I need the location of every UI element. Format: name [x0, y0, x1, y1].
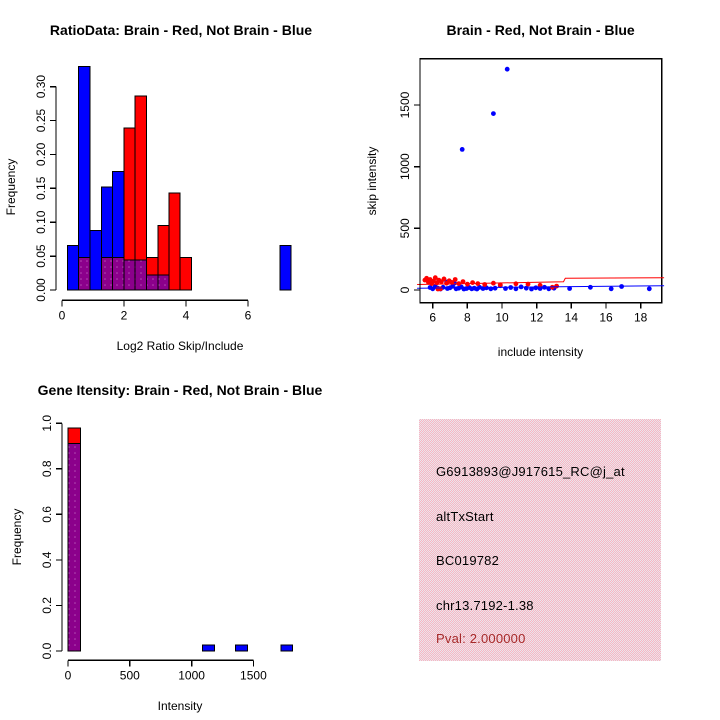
y-tick-label: 0.25	[34, 108, 48, 133]
y-tick-label: 1.0	[40, 414, 55, 432]
panel-title: Brain - Red, Not Brain - Blue	[446, 22, 635, 38]
panel-intensity-scatter	[360, 0, 720, 360]
x-tick-label: 0	[58, 308, 66, 323]
pval-text: Pval: 2.000000	[436, 631, 526, 646]
histogram-bar	[79, 66, 90, 290]
y-tick-label: 0.00	[34, 278, 48, 302]
x-tick-label: 10	[495, 310, 509, 325]
histogram-bar	[158, 275, 169, 290]
histogram-bar	[90, 230, 101, 290]
not-brain-blue-bars	[203, 645, 293, 651]
panel-title: RatioData: Brain - Red, Not Brain - Blue	[49, 22, 313, 38]
y-tick-label: 0.10	[34, 210, 48, 234]
y-tick-label: 0.0	[40, 642, 54, 660]
y-tick-label: 0.4	[40, 551, 54, 569]
histogram-bar	[146, 275, 157, 290]
panel-title: Gene Itensity: Brain - Red, Not Brain - Blue	[37, 382, 323, 398]
histogram-bar	[68, 443, 80, 651]
y-tick-label: 0.2	[40, 597, 54, 614]
x-tick-label: 0	[64, 668, 72, 683]
locus-text: chr13.7192-1.38	[436, 598, 534, 613]
y-tick-label: 0.30	[34, 74, 48, 99]
plot-box	[420, 59, 662, 303]
x-tick-label: 500	[119, 668, 140, 683]
y-tick-label: 0.20	[34, 142, 48, 167]
gene-info-box	[419, 419, 661, 661]
x-tick-label: 6	[429, 310, 437, 325]
x-axis-label: Intensity	[157, 699, 203, 713]
y-tick-label: 1500	[398, 91, 412, 119]
y-tick-label: 0.8	[40, 460, 54, 478]
y-axis-label: Frequency	[4, 158, 18, 216]
y-tick-label: 0.15	[34, 176, 48, 200]
histogram-bar	[68, 245, 79, 290]
panel-gene-intensity-histogram	[0, 360, 360, 720]
panel-ratio-histogram	[0, 0, 360, 360]
histogram-bar	[281, 645, 292, 651]
x-tick-label: 8	[464, 310, 471, 325]
histogram-bar	[203, 645, 215, 651]
accession-text: BC019782	[436, 553, 500, 568]
overlap-purple-bars	[68, 443, 80, 651]
x-tick-label: 18	[633, 310, 648, 325]
not-brain-blue-points	[428, 67, 652, 292]
alt-event-type-text: altTxStart	[436, 509, 494, 524]
y-axis-label: Frequency	[10, 508, 24, 566]
histogram-bar	[236, 645, 248, 651]
histogram-bar	[79, 257, 90, 290]
gene-id-text: G6913893@J917615_RC@j_at	[436, 464, 625, 479]
x-axis-label: Log2 Ratio Skip/Include	[116, 339, 244, 353]
histogram-bar	[135, 260, 146, 290]
y-tick-label: 0	[398, 286, 412, 294]
y-tick-label: 0.6	[40, 506, 54, 523]
histogram-bar	[169, 193, 180, 290]
x-tick-label: 6	[244, 308, 252, 323]
x-tick-label: 1500	[240, 668, 267, 683]
histogram-bar	[280, 245, 291, 290]
x-tick-label: 12	[530, 310, 544, 325]
histogram-bar	[180, 257, 191, 290]
y-tick-label: 0.05	[34, 244, 48, 268]
y-tick-label: 500	[398, 218, 412, 239]
histogram-bar	[101, 257, 112, 290]
x-tick-label: 1000	[178, 668, 205, 683]
x-axis-label: include intensity	[497, 345, 584, 359]
histogram-bar	[124, 260, 135, 290]
y-tick-label: 1000	[398, 153, 412, 181]
x-tick-label: 2	[120, 308, 128, 323]
y-axis-label: skip intensity	[365, 146, 379, 216]
histogram-bar	[113, 257, 124, 290]
x-tick-label: 4	[182, 308, 190, 323]
x-tick-label: 14	[564, 310, 579, 325]
x-tick-label: 16	[599, 310, 613, 325]
